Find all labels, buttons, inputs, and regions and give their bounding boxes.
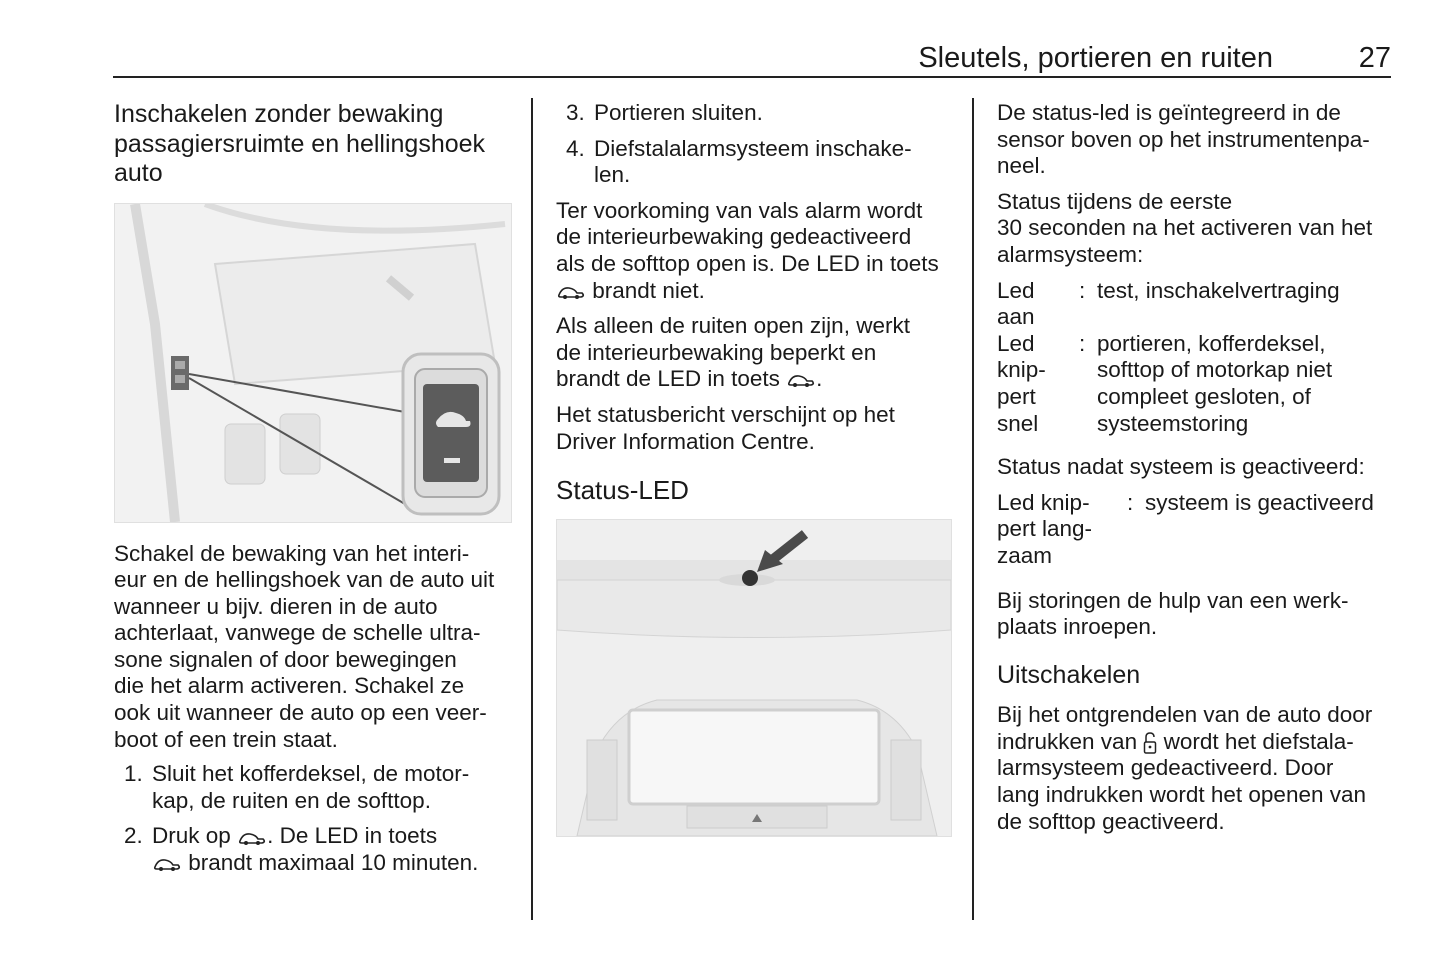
text-line: de softtop geactiveerd. [997, 808, 1225, 834]
definition-desc: systeem is geactiveerd [1145, 489, 1374, 515]
list-number: 2. [124, 823, 143, 849]
status-definition-list [997, 490, 1397, 570]
text-line: len. [594, 162, 631, 188]
text-line: Status tijdens de eerste [997, 188, 1233, 214]
text-line: Bij het ontgrendelen van de auto door [997, 702, 1373, 728]
text-line: 30 seconden na het activeren van het [997, 215, 1373, 241]
definition-term: Led aan [997, 277, 1035, 330]
text-line: Als alleen de ruiten open zijn, werkt [556, 313, 910, 339]
convertible-alarm-icon [152, 856, 182, 872]
page-header [113, 40, 1391, 78]
column-right [997, 100, 1397, 835]
text-line: lang indrukken wordt het openen van [997, 781, 1367, 807]
list-number: 3. [566, 100, 585, 125]
definition-term: Led knip- pert lang- zaam [997, 489, 1093, 568]
list-number: 4. [566, 135, 585, 161]
interior-switch-illustration [114, 203, 512, 523]
paragraph [997, 189, 1397, 269]
status-definition-list [997, 278, 1397, 438]
paragraph [556, 198, 956, 304]
text-line: Status nadat systeem is geactiveerd: [997, 454, 1365, 480]
section-heading: Inschakelen zonder bewaking passagiersruimte en hellingshoek auto [114, 100, 486, 187]
convertible-alarm-icon [556, 284, 586, 300]
text-line: sone signalen of door bewegingen [114, 646, 457, 672]
list-item [114, 823, 514, 876]
list-item [556, 100, 956, 127]
paragraph [997, 588, 1397, 641]
text-line: Ter voorkoming van vals alarm wordt [556, 197, 923, 223]
text-line: plaats inroepen. [997, 614, 1158, 640]
text-line: die het alarm activeren. Schakel ze [114, 673, 465, 699]
text-line: neel. [997, 153, 1046, 179]
text-line: als de softtop open is. De LED in toets [556, 250, 939, 276]
text-line: boot of een trein staat. [114, 726, 338, 752]
text-line: brandt niet. [556, 278, 956, 305]
paragraph [556, 402, 956, 455]
definition-term: Led knip-pert snel [997, 330, 1046, 436]
text-line: de interieurbewaking beperkt en [556, 339, 877, 365]
definition-desc: portieren, kofferdeksel, softtop of motorkap niet compleet gesloten, of systeemstoring [1097, 330, 1333, 436]
list-item [556, 136, 956, 189]
text-line: Diefstalalarmsysteem inschake- [594, 135, 912, 161]
text-line: Portieren sluiten. [594, 100, 763, 125]
text-line: achterlaat, vanwege de schelle ultra- [114, 620, 481, 646]
paragraph [997, 100, 1397, 180]
text-line: brandt maximaal 10 minuten. [152, 850, 514, 877]
paragraph [556, 313, 956, 393]
column-divider [531, 98, 533, 920]
text-line: de interieurbewaking gedeactiveerd [556, 224, 912, 250]
text-line: eur en de hellingshoek van de auto uit [114, 567, 495, 593]
text-line: Bij storingen de hulp van een werk- [997, 587, 1349, 613]
section-heading: Status-LED [556, 475, 689, 506]
unlock-icon [1143, 731, 1157, 755]
separator: : [1079, 277, 1086, 303]
chapter-title: Sleutels, portieren en ruiten [918, 42, 1273, 74]
list-number: 1. [124, 761, 143, 787]
paragraph [114, 541, 514, 754]
convertible-alarm-icon [786, 372, 816, 388]
list-item [114, 761, 514, 814]
column-divider [972, 98, 974, 920]
text-line: Druk op . De LED in toets [152, 823, 438, 849]
paragraph [997, 702, 1397, 835]
text-line: indrukken van wordt het diefstala- [997, 728, 1354, 754]
text-line: ook uit wanneer de auto op een veer- [114, 700, 487, 726]
text-line: brandt de LED in toets . [556, 366, 823, 392]
text-line: De status-led is geïntegreerd in de [997, 100, 1341, 125]
text-line: Schakel de bewaking van het interi- [114, 540, 470, 566]
separator: : [1079, 330, 1086, 356]
text-line: Driver Information Centre. [556, 428, 815, 454]
page-number: 27 [1358, 42, 1391, 74]
text-line: wanneer u bijv. dieren in de auto [114, 593, 438, 619]
separator: : [1127, 489, 1134, 515]
section-heading: Uitschakelen [997, 660, 1141, 689]
text-line: alarmsysteem: [997, 241, 1144, 267]
column-middle [556, 100, 956, 837]
convertible-alarm-icon [237, 830, 267, 846]
text-line: Het statusbericht verschijnt op het [556, 401, 895, 427]
column-left [114, 100, 514, 877]
text-line: Sluit het kofferdeksel, de motor- [152, 761, 470, 787]
text-line: sensor boven op het instrumentenpa- [997, 126, 1370, 152]
status-led-illustration [556, 519, 952, 837]
text-line: kap, de ruiten en de softtop. [152, 787, 431, 813]
text-line: larmsysteem gedeactiveerd. Door [997, 755, 1334, 781]
definition-desc: test, inschakelvertraging [1097, 277, 1340, 303]
